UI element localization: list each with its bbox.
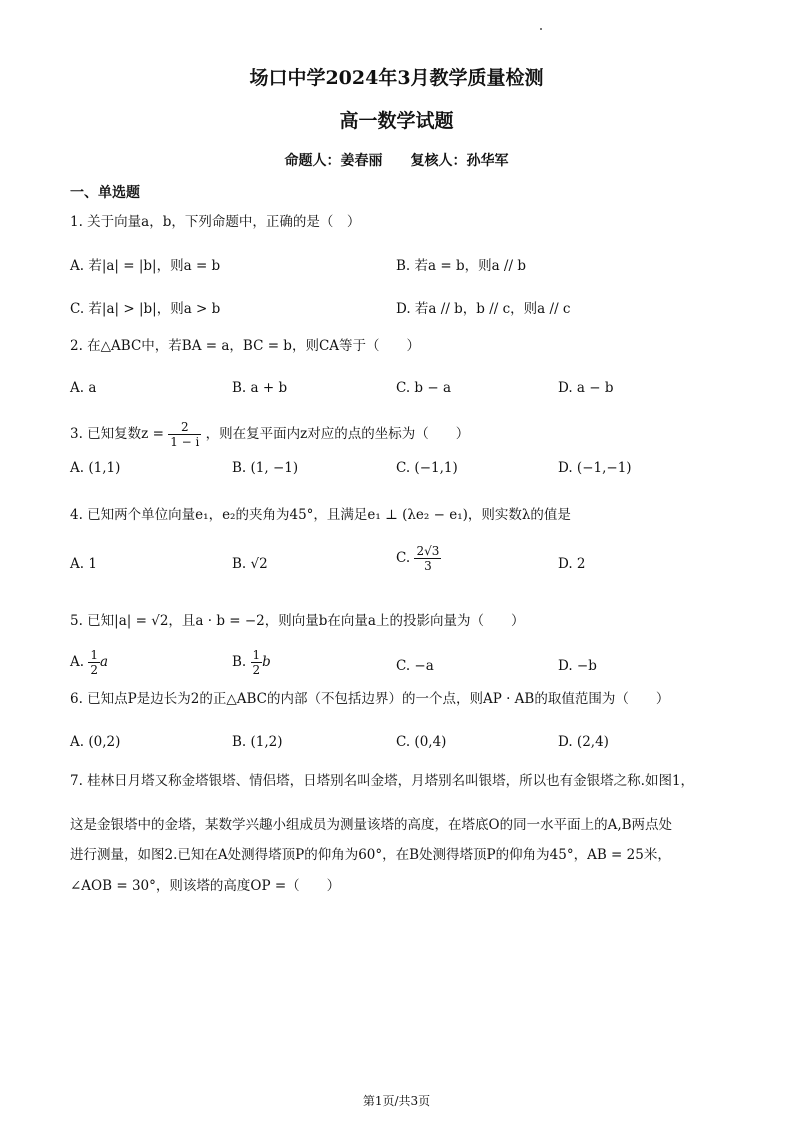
q5-b-fraction bbox=[251, 648, 263, 677]
q3-option-a: A. (1,1) bbox=[70, 460, 121, 476]
q5-stem: 5. 已知|a| = √2，且a · b = −2，则向量b在向量a上的投影向量为（ ） bbox=[70, 613, 525, 629]
q5-b-den: 2 bbox=[252, 663, 261, 677]
q4-c-num: 2√3 bbox=[416, 544, 440, 558]
q6-option-c: C. (0,4) bbox=[396, 734, 447, 750]
q2-option-a: A. a bbox=[70, 380, 97, 396]
exam-subtitle: 高一数学试题 bbox=[339, 110, 454, 132]
q5-option-a bbox=[70, 648, 108, 677]
authors-line bbox=[0, 150, 793, 170]
q4-option-d: D. 2 bbox=[558, 556, 586, 572]
q3-fraction bbox=[168, 420, 201, 449]
q4-option-c-fraction bbox=[414, 544, 441, 573]
q5-b-vector: b bbox=[262, 654, 271, 670]
q6-option-b: B. (1,2) bbox=[232, 734, 283, 750]
exam-title: 场口中学2024年3月教学质量检测 bbox=[249, 67, 544, 89]
q7-line-3: 进行测量，如图2.已知在A处测得塔顶P的仰角为60°，在B处测得塔顶P的仰角为45°，AB = 25米， bbox=[70, 847, 671, 863]
q1-option-c: C. 若|a| > |b|，则a > b bbox=[70, 301, 221, 317]
q4-c-den: 3 bbox=[424, 559, 432, 573]
q7-line-1: 7. 桂林日月塔又称金塔银塔、情侣塔，日塔别名叫金塔，月塔别名叫银塔，所以也有金银塔之称.如图1， bbox=[70, 773, 695, 789]
reviewer: 复核人：孙华军 bbox=[410, 153, 509, 169]
q1-option-d: D. 若a // b，b // c，则a // c bbox=[396, 301, 571, 317]
q1-stem: 1. 关于向量a，b，下列命题中，正确的是（ ） bbox=[70, 214, 361, 230]
q2-stem: 2. 在△ABC中，若BA = a，BC = b，则CA等于（ ） bbox=[70, 338, 421, 354]
q3-option-c: C. (−1,1) bbox=[396, 460, 458, 476]
q7-line-2: 这是金银塔中的金塔，某数学兴趣小组成员为测量该塔的高度，在塔底O的同一水平面上的A,B两点处 bbox=[70, 817, 673, 833]
q4-option-c bbox=[396, 544, 441, 573]
q7-line-4: ∠AOB = 30°，则该塔的高度OP =（ ） bbox=[70, 878, 341, 894]
q2-option-b: B. a + b bbox=[232, 380, 288, 396]
q5-option-d: D. −b bbox=[558, 658, 597, 674]
q4-option-b: B. √2 bbox=[232, 556, 268, 572]
q3-stem bbox=[70, 420, 469, 449]
q5-b-label: B. bbox=[232, 654, 247, 670]
q3-stem-post: ，则在复平面内z对应的点的坐标为（ ） bbox=[205, 426, 470, 442]
page-footer: 第1页/共3页 bbox=[362, 1094, 431, 1108]
q4-option-a: A. 1 bbox=[70, 556, 97, 572]
q5-a-vector: a bbox=[99, 654, 109, 670]
q5-a-num: 1 bbox=[90, 648, 98, 662]
scan-dot bbox=[540, 28, 542, 30]
q1-option-b: B. 若a = b，则a // b bbox=[396, 258, 526, 274]
q6-option-a: A. (0,2) bbox=[70, 734, 121, 750]
q5-option-b bbox=[232, 648, 271, 677]
q5-a-label: A. bbox=[70, 654, 85, 670]
q3-option-d: D. (−1,−1) bbox=[558, 460, 632, 476]
q1-option-a: A. 若|a| = |b|，则a = b bbox=[70, 258, 221, 274]
author: 命题人：姜春丽 bbox=[284, 153, 383, 169]
q3-stem-pre: 3. 已知复数z = bbox=[70, 426, 164, 442]
q6-stem: 6. 已知点P是边长为2的正△ABC的内部（不包括边界）的一个点，则AP · AB的取值范围为（ ） bbox=[70, 691, 670, 707]
q2-option-c: C. b − a bbox=[396, 380, 452, 396]
q6-option-d: D. (2,4) bbox=[558, 734, 609, 750]
q5-b-num: 1 bbox=[252, 648, 261, 662]
q4-stem: 4. 已知两个单位向量e₁，e₂的夹角为45°，且满足e₁ ⊥ (λe₂ − e₁)，则实数λ的值是 bbox=[70, 507, 571, 523]
q3-option-b: B. (1, −1) bbox=[232, 460, 299, 476]
q3-frac-num: 2 bbox=[168, 420, 201, 435]
section-heading: 一、单选题 bbox=[70, 185, 140, 201]
q5-a-den: 2 bbox=[90, 663, 98, 677]
q4-option-c-label: C. bbox=[396, 550, 411, 566]
q5-a-fraction bbox=[88, 648, 100, 677]
q3-frac-den: 1 − i bbox=[170, 435, 200, 449]
q2-option-d: D. a − b bbox=[558, 380, 614, 396]
q5-option-c: C. −a bbox=[396, 658, 434, 674]
